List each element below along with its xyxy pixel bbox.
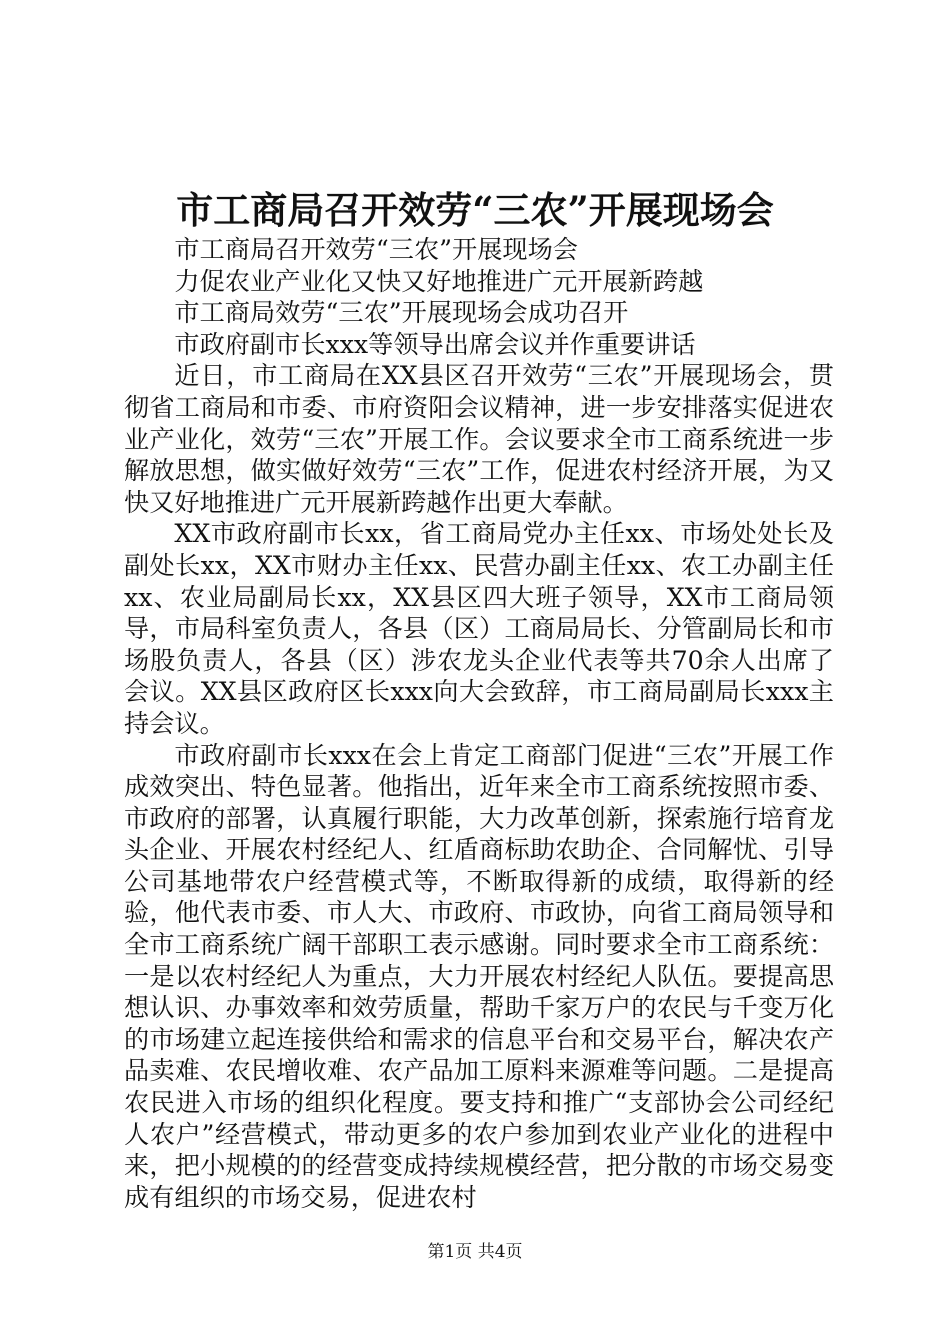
body-paragraph: 市政府副市长xxx在会上肯定工商部门促进“三农”开展工作成效突出、特色显著。他指出，近年来全市工商系统按照市委、市政府的部署，认真履行职能，大力改革创新，探索施行培育龙头企业、开展农村经纪人、红盾商标助农助企、合同解忧、引导公司基地带农户经营模式等，不断取得新的成绩，取得新的经验，他代表市委、市人大、市政府、市政协，向省工商局领导和全市工商系统广阔干部职工表示感谢。同时要求全市工商系统：一是以农村经纪人为重点，大力开展农村经纪人队伍。要提高思想认识、办事效率和效劳质量，帮助千家万户的农民与千变万化的市场建立起连接供给和需求的信息平台和交易平台，解决农产品卖难、农民增收难、农产品加工原料来源难等问题。二是提高农民进入市场的组织化程度。要支持和推广“支部协会公司经纪人农户”经营模式，带动更多的农户参加到农业产业化的进程中来，把小规模的的经营变成持续规模经营，把分散的市场交易变成有组织的市场交易，促进农村 bbox=[124, 740, 834, 1212]
body-paragraph: XX市政府副市长xx，省工商局党办主任xx、市场处处长及副处长xx，XX市财办主任xx、民营办副主任xx、农工办副主任xx、农业局副局长xx，XX县区四大班子领导，XX市工商局领导，市局科室负责人，各县（区）工商局局长、分管副局长和市场股负责人，各县（区）涉农龙头企业代表等共70余人出席了会议。XX县区政府区长xxx向大会致辞，市工商局副局长xxx主持会议。 bbox=[124, 519, 834, 738]
document-title: 市工商局召开效劳“三农”开展现场会 bbox=[176, 188, 774, 232]
subtitle-line: 市政府副市长xxx等领导出席会议并作重要讲话 bbox=[174, 329, 696, 359]
subtitle-line: 市工商局效劳“三农”开展现场会成功召开 bbox=[174, 298, 629, 328]
page-footer: 第1页 共4页 bbox=[427, 1242, 523, 1262]
subtitle-line: 市工商局召开效劳“三农”开展现场会 bbox=[174, 235, 578, 264]
subtitle-line: 力促农业产业化又快又好地推进广元开展新跨越 bbox=[174, 266, 704, 296]
document-body bbox=[124, 234, 834, 1213]
body-paragraph: 近日，市工商局在XX县区召开效劳“三农”开展现场会，贯彻省工商局和市委、市府资阳会议精神，进一步安排落实促进农业产业化，效劳“三农”开展工作。会议要求全市工商系统进一步解放思想，做实做好效劳“三农”工作，促进农村经济开展，为又快又好地推进广元开展新跨越作出更大奉献。 bbox=[124, 361, 834, 517]
